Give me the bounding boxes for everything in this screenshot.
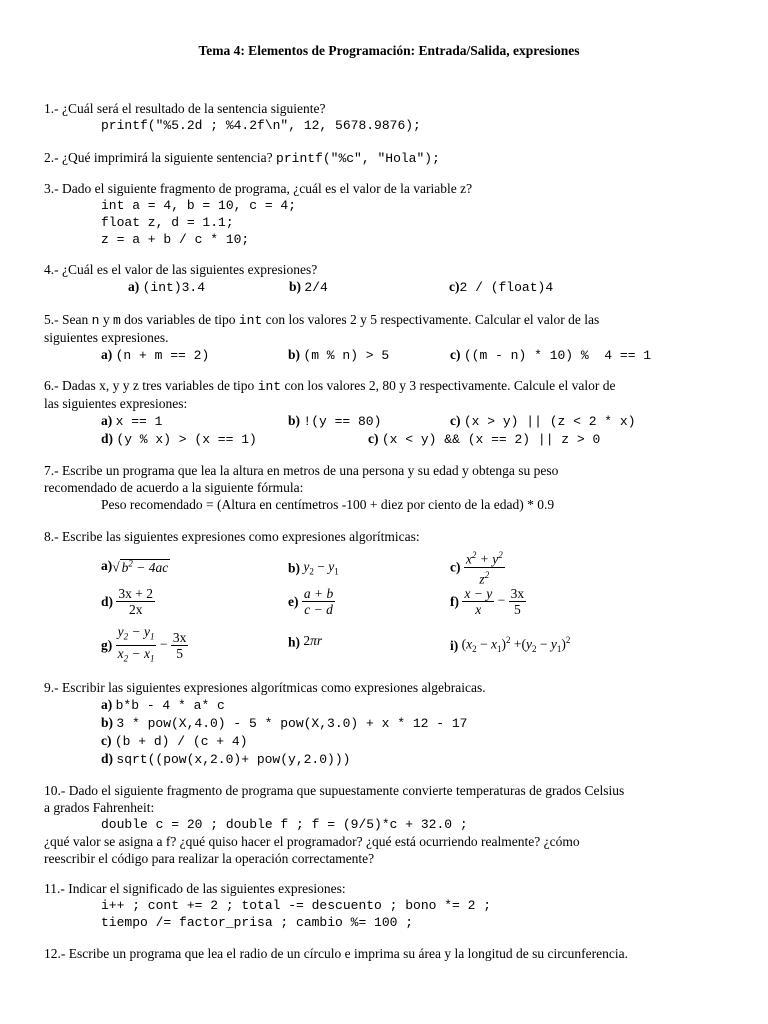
question-10-text: ¿qué valor se asigna a f? ¿qué quiso hacer el programador? ¿qué está ocurriendo realmente? ¿cómo <box>44 834 580 849</box>
q4-expr-b: 2/4 <box>304 280 328 295</box>
q5-expr-a: (n + m == 2) <box>115 348 210 363</box>
question-1-text: 1.- ¿Cuál será el resultado de la sentencia siguiente? <box>44 101 326 116</box>
question-2-code: printf("%c", "Hola"); <box>276 151 440 166</box>
label-d: d) <box>101 431 114 446</box>
question-5-text: con los valores 2 y 5 respectivamente. Calcular el valor de las <box>265 312 600 327</box>
question-8-text: 8.- Escribe las siguientes expresiones como expresiones algorítmicas: <box>44 529 420 544</box>
label-h: h) <box>288 634 301 650</box>
formula-text: Peso recomendado = (Altura en centímetros -100 + diez por ciento de la edad) * 0.9 <box>101 497 555 512</box>
q9-expr-a: b*b - 4 * a* c <box>115 698 225 713</box>
question-11-code: i++ ; cont += 2 ; total -= descuento ; bono *= 2 ; <box>101 898 492 913</box>
label-b: b) <box>288 347 301 362</box>
q8-item-c: c) $\frac{x^2 + y^2}{z^2}$ <box>450 550 503 586</box>
word-y: y <box>102 312 110 327</box>
page-title: Tema 4: Elementos de Programación: Entrada/Salida, expresiones <box>198 43 580 58</box>
question-5 <box>44 311 734 363</box>
label-b: b) <box>288 560 301 576</box>
question-10-text: 10.- Dado el siguiente fragmento de programa que supuestamente convierte temperaturas de grados Celsius <box>44 783 625 798</box>
question-6-text: 6.- Dadas x, y y z tres variables de tipo <box>44 378 255 393</box>
q8-item-e: e) $\frac{a + b}{c - d}$ <box>288 586 334 617</box>
question-3-code-line: int a = 4, b = 10, c = 4; <box>101 198 297 213</box>
question-10-text: reescribir el código para realizar la operación correctamente? <box>44 851 375 866</box>
q8-item-b: b) $y_2 - y_1$ <box>288 559 339 577</box>
label-c: c) <box>450 347 461 362</box>
question-12 <box>44 945 734 962</box>
q6-expr-d: (y % x) > (x == 1) <box>116 432 257 447</box>
label-a: a) <box>101 697 113 712</box>
label-b: b) <box>289 279 302 294</box>
q9-expr-b: 3 * pow(X,4.0) - 5 * pow(X,3.0) + x * 12 - 17 <box>116 716 468 731</box>
question-5-text: dos variables de tipo <box>124 312 236 327</box>
var-n: n <box>91 313 100 328</box>
var-m: m <box>112 313 121 328</box>
question-2-text: 2.- ¿Qué imprimirá la siguiente sentencia? <box>44 150 273 165</box>
label-a: a) <box>128 279 140 294</box>
label-c: c) <box>101 733 112 748</box>
question-8 <box>44 528 734 545</box>
q6-expr-c2: (x < y) && (x == 2) || z > 0 <box>381 432 601 447</box>
question-1 <box>44 100 734 133</box>
question-4 <box>44 261 734 295</box>
question-7-text: 7.- Escribe un programa que lea la altura en metros de una persona y su edad y obtenga su peso <box>44 463 559 478</box>
q4-expr-a: (int)3.4 <box>142 280 206 295</box>
question-11-text: 11.- Indicar el significado de las siguientes expresiones: <box>44 881 346 896</box>
question-12-text: 12.- Escribe un programa que lea el radio de un círculo e imprima su área y la longitud de su circunferencia. <box>44 946 629 961</box>
question-3-code-line: z = a + b / c * 10; <box>101 232 250 247</box>
question-6-text: las siguientes expresiones: <box>44 396 188 411</box>
question-10 <box>44 782 734 867</box>
question-10-text: a grados Fahrenheit: <box>44 800 155 815</box>
question-9 <box>44 679 734 767</box>
question-11 <box>44 880 734 931</box>
q8-item-d: d) $\frac{3x + 2}{2x}$ <box>101 586 154 617</box>
question-3 <box>44 180 734 247</box>
q9-expr-c: (b + d) / (c + 4) <box>114 734 248 749</box>
label-f: f) <box>450 594 459 609</box>
label-d: d) <box>101 594 114 609</box>
question-4-text: 4.- ¿Cuál es el valor de las siguientes expresiones? <box>44 262 318 277</box>
label-d: d) <box>101 751 114 766</box>
label-a: a) <box>101 347 113 362</box>
question-6 <box>44 377 734 447</box>
type-int: int <box>238 313 263 328</box>
label-a: a) <box>101 557 113 573</box>
label-c: c) <box>449 279 460 294</box>
question-7-text: recomendado de acuerdo a la siguiente fórmula: <box>44 480 304 495</box>
question-2 <box>44 149 734 167</box>
label-e: e) <box>288 594 299 609</box>
q6-expr-c: (x > y) || (z < 2 * x) <box>463 414 636 429</box>
question-3-text: 3.- Dado el siguiente fragmento de programa, ¿cuál es el valor de la variable z? <box>44 181 473 196</box>
q5-expr-b: (m % n) > 5 <box>303 348 390 363</box>
label-c: c) <box>450 559 461 575</box>
q8-item-h: h) 2πr <box>288 633 323 650</box>
q8-item-g: g) $\frac{y_2 - y_1}{x_2 - x_1}$ − $\frac{3x}{5}$ <box>101 624 187 664</box>
label-a: a) <box>101 413 113 428</box>
label-g: g) <box>101 637 113 653</box>
label-b: b) <box>288 413 301 428</box>
label-b: b) <box>101 715 114 730</box>
question-5-text: siguientes expresiones. <box>44 330 169 345</box>
question-6-text: con los valores 2, 80 y 3 respectivamente. Calcule el valor de <box>284 378 616 393</box>
question-5-text: 5.- Sean <box>44 312 89 327</box>
q4-expr-c: 2 / (float)4 <box>459 280 554 295</box>
sqrt-expression: √ $b^2 - 4ac$ <box>112 558 169 575</box>
q6-expr-a: x == 1 <box>115 414 163 429</box>
question-11-code: tiempo /= factor_prisa ; cambio %= 100 ; <box>101 915 414 930</box>
label-i: i) <box>450 637 459 653</box>
q8-item-i: i) $(x_2 - x_1)^2 +(y_2 - y_1)^2$ <box>450 635 571 655</box>
q9-expr-d: sqrt((pow(x,2.0)+ pow(y,2.0))) <box>116 752 351 767</box>
question-9-text: 9.- Escribir las siguientes expresiones algorítmicas como expresiones algebraicas. <box>44 680 486 695</box>
question-3-code-line: float z, d = 1.1; <box>101 215 234 230</box>
label-c: c) <box>368 431 379 446</box>
q6-expr-b: !(y == 80) <box>303 414 382 429</box>
type-int: int <box>257 379 282 394</box>
label-c: c) <box>450 413 461 428</box>
q8-item-f: f) $\frac{x - y}{x}$ − $\frac{3x}{5}$ <box>450 586 525 617</box>
q8-item-a <box>101 555 170 576</box>
question-10-code: double c = 20 ; double f ; f = (9/5)*c + 32.0 ; <box>101 817 468 832</box>
question-7 <box>44 462 734 513</box>
question-1-code: printf("%5.2d ; %4.2f\n", 12, 5678.9876); <box>101 118 421 133</box>
q5-expr-c: ((m - n) * 10) % 4 == 1 <box>463 348 652 363</box>
